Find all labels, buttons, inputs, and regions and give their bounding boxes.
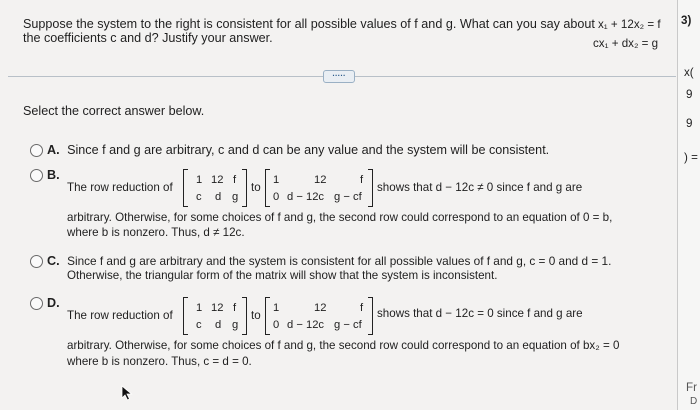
system-equation-1: x₁ + 12x₂ = f xyxy=(598,18,661,31)
matrix-cell: 12 xyxy=(211,302,224,314)
matrix-cell: d − 12c xyxy=(287,191,325,203)
right-fragment-a: x( xyxy=(684,66,694,79)
mouse-cursor-icon xyxy=(121,385,133,401)
matrix-cell: 1 xyxy=(273,174,280,186)
option-b-line-3: where b is nonzero. Thus, d ≠ 12c. xyxy=(67,226,245,239)
option-d-line-3: where b is nonzero. Thus, c = d = 0. xyxy=(67,355,252,368)
right-fragment-e: Fr xyxy=(686,381,697,394)
option-b-radio[interactable] xyxy=(30,169,43,182)
option-d-to: to xyxy=(251,309,261,322)
option-b-letter: B. xyxy=(47,168,60,182)
option-b-line-2: arbitrary. Otherwise, for some choices of f and g, the second row could correspond to an equation of 0 = b, xyxy=(67,211,613,224)
right-panel xyxy=(678,0,700,410)
option-d-matrix-left xyxy=(183,298,247,334)
matrix-cell: g xyxy=(232,191,239,203)
matrix-cell: g xyxy=(232,319,239,331)
matrix-cell: g − cf xyxy=(334,191,362,203)
option-a-letter: A. xyxy=(47,143,60,157)
right-fragment-top: 3) xyxy=(681,14,692,27)
option-b-to: to xyxy=(251,181,261,194)
matrix-cell: 1 xyxy=(196,174,203,186)
option-a-radio[interactable] xyxy=(30,144,43,157)
option-a-text: Since f and g are arbitrary, c and d can be any value and the system will be consistent. xyxy=(67,143,550,157)
question-text xyxy=(23,17,595,45)
option-b-matrix-left xyxy=(183,170,247,206)
matrix-cell: 0 xyxy=(273,191,280,203)
right-fragment-c: 9 xyxy=(686,117,693,130)
option-c[interactable] xyxy=(47,254,611,268)
option-b-pre: The row reduction of xyxy=(67,181,173,194)
matrix-cell: 1 xyxy=(273,302,280,314)
matrix-cell: 12 xyxy=(211,174,224,186)
option-b-matrix-right xyxy=(265,170,373,206)
option-d-line-2: arbitrary. Otherwise, for some choices of f and g, the second row could correspond to an equation of bx₂ = 0 xyxy=(67,339,620,352)
option-c-line-1: Since f and g are arbitrary and the system is consistent for all possible values of f and g, c = 0 and d = 1. xyxy=(67,254,612,268)
right-fragment-b: 9 xyxy=(686,88,693,101)
matrix-cell: 1 xyxy=(196,302,203,314)
option-c-radio[interactable] xyxy=(30,255,43,268)
option-b-post: shows that d − 12c ≠ 0 since f and g are xyxy=(377,181,583,194)
right-fragment-d: ) = xyxy=(684,151,698,164)
option-d-pre: The row reduction of xyxy=(67,309,173,322)
matrix-cell: f xyxy=(233,174,237,186)
right-fragment-f: D xyxy=(690,396,698,407)
matrix-cell: f xyxy=(233,302,237,314)
option-c-letter: C. xyxy=(47,254,60,268)
matrix-cell: d − 12c xyxy=(287,319,325,331)
matrix-cell: d xyxy=(215,191,222,203)
option-d-radio[interactable] xyxy=(30,297,43,310)
question-line-2: the coefficients c and d? Justify your answer. xyxy=(23,31,273,45)
option-c-line-2: Otherwise, the triangular form of the matrix will show that the system is inconsistent. xyxy=(67,269,498,282)
expand-button-label: ····· xyxy=(332,71,346,80)
option-a[interactable] xyxy=(47,143,549,157)
option-d-post: shows that d − 12c = 0 since f and g are xyxy=(377,307,583,320)
matrix-cell: f xyxy=(360,174,364,186)
matrix-cell: c xyxy=(196,319,202,331)
option-d-letter: D. xyxy=(47,296,60,310)
system-equation-2: cx₁ + dx₂ = g xyxy=(593,37,659,50)
matrix-cell: c xyxy=(196,191,202,203)
matrix-cell: 12 xyxy=(314,174,327,186)
matrix-cell: d xyxy=(215,319,222,331)
question-line-1: Suppose the system to the right is consistent for all possible values of f and g. What can you say about xyxy=(23,17,595,31)
option-d-matrix-right xyxy=(265,298,373,334)
matrix-cell: 12 xyxy=(314,302,327,314)
matrix-cell: f xyxy=(360,302,364,314)
matrix-cell: 0 xyxy=(273,319,280,331)
matrix-cell: g − cf xyxy=(334,319,362,331)
expand-button[interactable] xyxy=(323,70,355,83)
answer-prompt: Select the correct answer below. xyxy=(23,104,205,118)
